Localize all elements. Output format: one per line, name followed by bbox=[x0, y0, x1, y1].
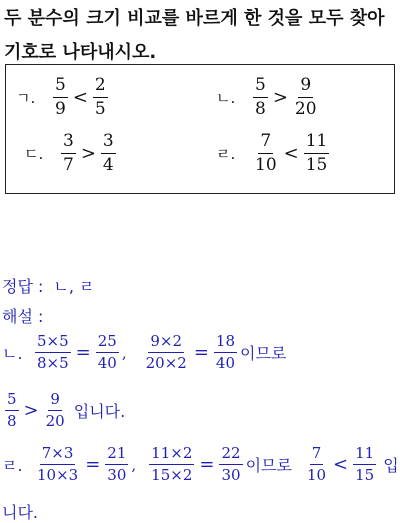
answer-label: 정답 : bbox=[2, 277, 44, 296]
option-c bbox=[24, 133, 119, 174]
question-text: 두 분수의 크기 비교를 바르게 한 것을 모두 찾아 기호로 나타내시오. bbox=[4, 8, 385, 63]
fraction: $\frac{7\times 3}{10\times 3}$ bbox=[37, 444, 79, 484]
comparison-sign: < bbox=[72, 87, 88, 108]
ending-text: 입 bbox=[383, 456, 399, 475]
comparison-sign: < bbox=[283, 143, 299, 164]
comparison-sign: > bbox=[80, 143, 96, 164]
option-a bbox=[16, 77, 111, 118]
fraction: $\frac{9}{20}$ bbox=[45, 390, 65, 430]
comma: , bbox=[121, 343, 127, 362]
fraction: $\frac{5}{9}$ bbox=[55, 75, 66, 119]
fraction: $\frac{11\times 2}{15\times 2}$ bbox=[151, 444, 193, 484]
fraction: $\frac{7}{10}$ bbox=[306, 444, 327, 484]
option-label: ㄹ. bbox=[216, 145, 236, 163]
explanation-label: ㄹ. bbox=[2, 456, 23, 475]
explanation-n-conclusion bbox=[2, 392, 125, 429]
fraction: $\frac{11}{15}$ bbox=[305, 131, 328, 175]
fraction: $\frac{11}{15}$ bbox=[355, 444, 375, 484]
option-label: ㄴ. bbox=[216, 89, 236, 107]
fraction: $\frac{21}{30}$ bbox=[107, 444, 127, 484]
answer-line bbox=[2, 274, 94, 297]
option-label: ㄱ. bbox=[16, 89, 36, 107]
ending-text: 입니다. bbox=[73, 402, 126, 421]
connective-text: 이므로 bbox=[240, 344, 287, 363]
fraction: $\frac{25}{40}$ bbox=[97, 332, 117, 372]
equals-sign: = bbox=[199, 454, 215, 475]
fraction: $\frac{9}{20}$ bbox=[294, 75, 317, 119]
fraction: $\frac{5}{8}$ bbox=[7, 390, 17, 430]
equals-sign: = bbox=[193, 342, 209, 363]
fraction: $\frac{3}{7}$ bbox=[63, 131, 74, 175]
explanation-title: 해설 : bbox=[2, 307, 44, 326]
fraction: $\frac{3}{4}$ bbox=[102, 131, 114, 175]
explanation-n-line bbox=[2, 334, 286, 371]
fraction: $\frac{18}{40}$ bbox=[215, 332, 236, 372]
fraction: $\frac{9\times 2}{20\times 2}$ bbox=[145, 332, 187, 372]
fraction: $\frac{5\times 5}{8\times 5}$ bbox=[37, 332, 69, 372]
option-d bbox=[216, 133, 332, 174]
option-b bbox=[216, 77, 322, 118]
explanation-r-line bbox=[2, 446, 399, 483]
options-box bbox=[5, 64, 395, 194]
comparison-sign: > bbox=[272, 87, 288, 108]
comma: , bbox=[131, 455, 137, 474]
fraction: $\frac{7}{10}$ bbox=[255, 131, 277, 175]
fraction: $\frac{2}{5}$ bbox=[94, 75, 106, 119]
explanation-label: ㄴ. bbox=[2, 344, 23, 363]
equals-sign: = bbox=[85, 454, 101, 475]
connective-text: 이므로 bbox=[245, 456, 292, 475]
fraction: $\frac{22}{30}$ bbox=[221, 444, 241, 484]
comparison-sign: < bbox=[333, 454, 349, 475]
ending-text-continued: 니다. bbox=[2, 503, 38, 522]
answer-value: ㄴ, ㄹ bbox=[53, 277, 95, 296]
comparison-sign: > bbox=[23, 400, 39, 421]
equals-sign: = bbox=[75, 342, 91, 363]
option-label: ㄷ. bbox=[24, 145, 44, 163]
fraction: $\frac{5}{8}$ bbox=[255, 75, 266, 119]
